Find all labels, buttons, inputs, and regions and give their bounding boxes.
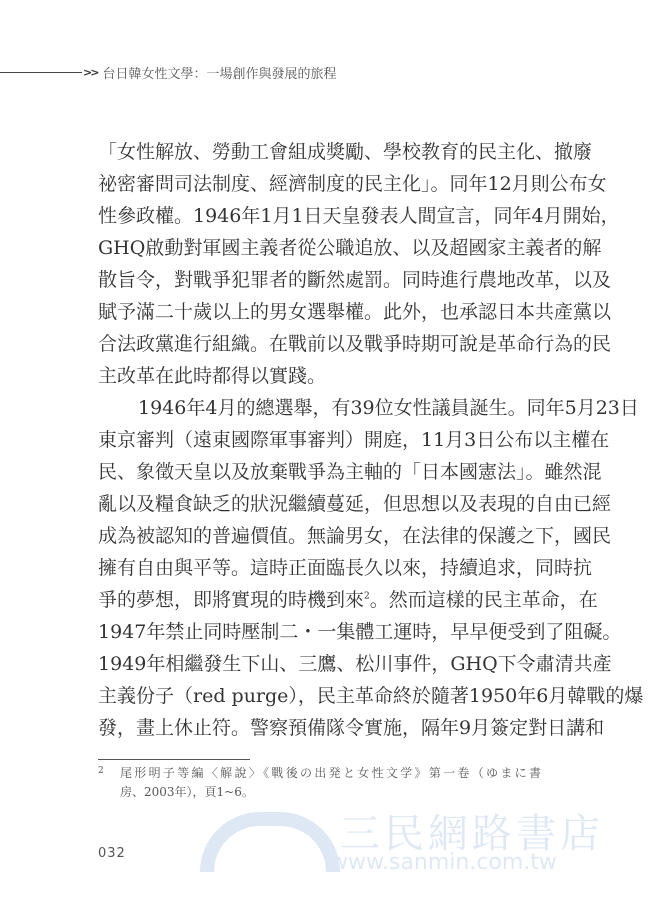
text-line: 1949年相繼發生下山、三鷹、松川事件，GHQ下令肅清共產 (98, 653, 612, 675)
header-rule (0, 72, 82, 73)
text-line: 發，畫上休止符。警察預備隊令實施，隔年9月簽定對日講和 (98, 717, 605, 739)
footnote-line: 房、2003年），頁1~6。 (120, 785, 254, 799)
text-line: 東京審判（遠東國際軍事審判）開庭，11月3日公布以主權在 (98, 429, 610, 451)
running-header (0, 62, 336, 82)
text-line: 1947年禁止同時壓制二・一集體工運時，早早便受到了阻礙。 (98, 621, 622, 643)
watermark-url: www.sanmin.com.tw (330, 850, 557, 875)
text-line: 主改革在此時都得以實踐。 (98, 365, 327, 387)
text-line: 散旨令，對戰爭犯罪者的斷然處罰。同時進行農地改革，以及 (98, 269, 612, 291)
book-title: 台日韓女性文學：一場創作與發展的旅程 (102, 66, 337, 82)
footnote-ref[interactable]: 2 (364, 591, 370, 602)
text-segment: 爭的夢想，即將實現的時機到來 (98, 589, 365, 611)
text-line: 民、象徵天皇以及放棄戰爭為主軸的「日本國憲法」。雖然混 (98, 461, 602, 483)
text-line (98, 584, 598, 616)
text-line: 祕密審問司法制度、經濟制度的民主化」。同年12月則公布女 (98, 173, 607, 195)
watermark-logo (200, 806, 604, 876)
text-line: 主義份子（red purge），民主革命終於隨著1950年6月韓戰的爆 (98, 685, 644, 707)
text-line: 賦予滿二十歲以上的男女選舉權。此外，也承認日本共產黨以 (98, 301, 612, 323)
text-line: 合法政黨進行組織。在戰前以及戰爭時期可說是革命行為的民 (98, 333, 612, 355)
page-number: 032 (98, 846, 126, 861)
text-line: 成為被認知的普遍價值。無論男女，在法律的保護之下，國民 (98, 525, 612, 547)
watermark-name: 三民網路書店 (340, 811, 604, 857)
text-line: 「女性解放、勞動工會組成獎勵、學校教育的民主化、撤廢 (98, 141, 593, 163)
footnote-line: 尾形明子等編〈解說〉《戰後の出発と女性文学》第一卷（ゆまに書 (120, 766, 541, 780)
footnote-number: 2 (98, 766, 104, 776)
text-line: 性參政權。1946年1月1日天皇發表人間宣言，同年4月開始， (98, 205, 620, 227)
text-line: GHQ啟動對軍國主義者從公職追放、以及超國家主義者的解 (98, 237, 602, 259)
footnote-divider (98, 759, 250, 760)
text-line: 亂以及糧食缺乏的狀況繼續蔓延，但思想以及表現的自由已經 (98, 493, 612, 515)
text-line: 1946年4月的總選舉，有39位女性議員誕生。同年5月23日 (138, 397, 639, 419)
body-text (98, 136, 644, 744)
text-line: 擁有自由與平等。這時正面臨長久以來，持續追求，同時抗 (98, 557, 593, 579)
watermark-arc-icon (200, 812, 340, 872)
double-chevron-icon: >> (83, 65, 98, 79)
text-segment: 。然而這樣的民主革命，在 (369, 589, 598, 611)
footnote (98, 764, 541, 802)
